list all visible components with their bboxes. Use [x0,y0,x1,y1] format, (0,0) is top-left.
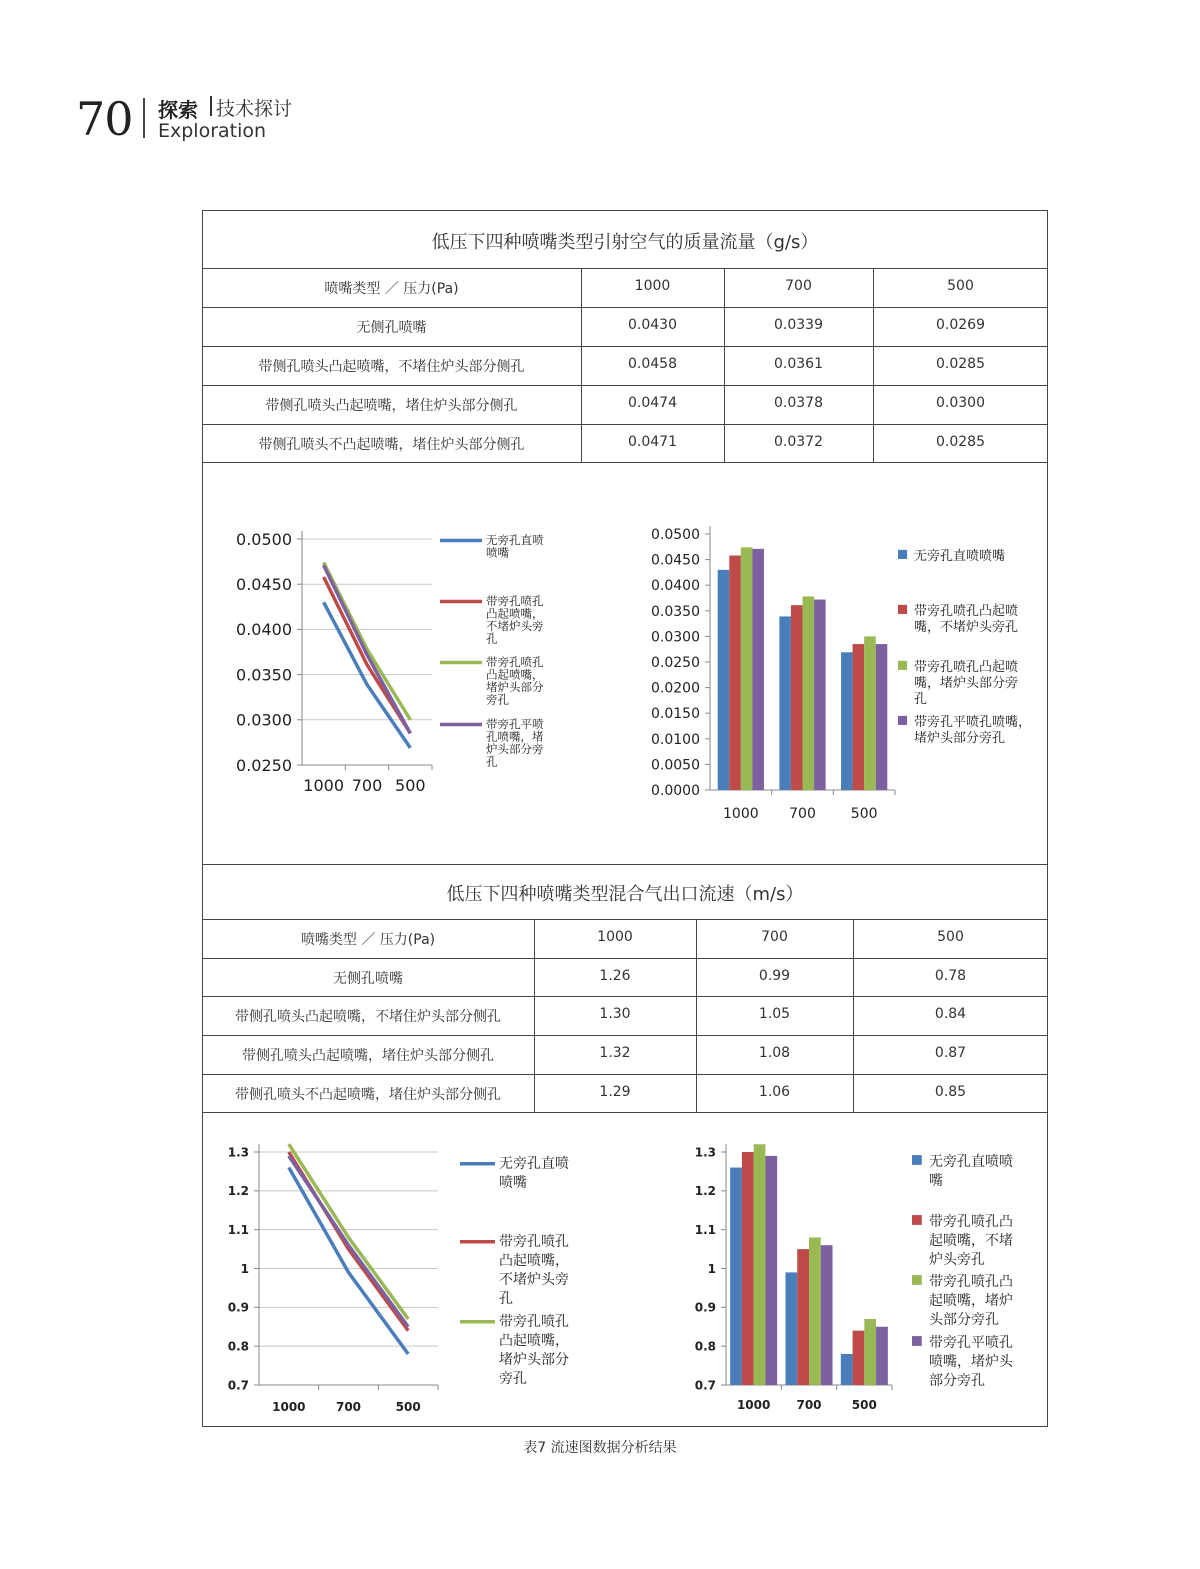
table-cell: 0.0339 [774,317,823,333]
table-header-cell: 喷嘴类型 ／ 压力(Pa) [300,932,436,948]
y-tick-label: 0.0050 [651,757,700,774]
table-cell: 带侧孔喷头凸起喷嘴，不堵住炉头部分侧孔 [235,1009,501,1025]
y-tick-label: 0.0100 [651,731,700,748]
table-cell: 0.0285 [936,434,985,450]
bar [853,644,865,790]
legend-label: 凸起喷嘴， [486,667,544,682]
y-tick-label: 0.9 [694,1300,716,1315]
section-subtitle: 技术探讨 [216,98,293,120]
table1-rule [202,268,1048,269]
legend-label: 无旁孔直喷 [486,533,544,547]
table-cell: 带侧孔喷头不凸起喷嘴，堵住炉头部分侧孔 [235,1087,501,1103]
y-tick-label: 1 [707,1261,716,1276]
table2-title: 低压下四种喷嘴类型混合气出口流速（m/s） [446,884,804,905]
y-tick-label: 0.9 [227,1300,249,1315]
table-cell: 1.08 [758,1045,791,1061]
table-cell: 0.0372 [774,434,823,450]
legend-label: 堵炉头部分 [499,1352,569,1368]
y-tick-label: 0.0500 [651,527,700,544]
legend-label: 堵炉头部分 [486,680,544,694]
table1-rule [202,385,1048,386]
table-cell: 0.87 [934,1045,967,1061]
chart-velocity-line [210,1128,610,1423]
legend-label: 嘴，不堵炉头旁孔 [914,620,1019,635]
y-tick-label: 0.0400 [651,578,700,595]
series-line [324,563,411,720]
bar [876,1327,888,1385]
bar [741,547,753,790]
legend-key [912,1155,922,1165]
legend-label: 炉头旁孔 [929,1252,985,1268]
legend-label: 带旁孔喷孔凸起喷 [914,604,1019,619]
bar [785,1272,797,1385]
bar [779,616,791,790]
table-cell: 0.99 [758,968,791,984]
table-cell: 带侧孔喷头凸起喷嘴，堵住炉头部分侧孔 [265,398,518,414]
legend-key [898,716,907,725]
legend-label: 凸起喷嘴， [499,1253,569,1269]
bar [853,1331,865,1385]
header-divider [143,98,145,138]
legend-label: 带旁孔平喷 [486,717,544,731]
table-cell: 0.0285 [936,356,985,372]
legend-label: 部分旁孔 [929,1373,985,1389]
table-header-cell: 500 [937,929,964,945]
table-cell: 带侧孔喷头不凸起喷嘴，堵住炉头部分侧孔 [258,437,525,453]
legend-label: 不堵炉头旁 [486,619,544,633]
table-cell: 带侧孔喷头凸起喷嘴，不堵住炉头部分侧孔 [258,359,525,375]
bar [841,652,853,790]
chart-mass-flow-bar [630,515,1040,835]
legend-label: 带旁孔平喷孔 [929,1335,1013,1351]
legend-key [898,661,907,670]
bar [821,1245,833,1385]
table-cell: 0.0269 [936,317,985,333]
legend-label: 头部分旁孔 [929,1312,999,1328]
y-tick-label: 0.0450 [651,552,700,569]
bar [876,644,888,790]
page-number: 70 [76,92,133,146]
table-cell: 无侧孔喷嘴 [333,971,403,987]
y-tick-label: 0.8 [227,1339,249,1354]
legend-label: 旁孔 [499,1371,527,1387]
table1-title: 低压下四种喷嘴类型引射空气的质量流量（g/s） [431,232,819,253]
y-tick-label: 0.0250 [651,655,700,672]
x-tick-label: 1000 [303,776,345,795]
series-line [289,1156,408,1327]
table1-rule [202,424,1048,425]
legend-key [912,1215,922,1225]
table-cell: 0.78 [934,968,967,984]
legend-label: 不堵炉头旁 [499,1272,569,1288]
table2-rule [202,996,1048,997]
legend-label: 喷嘴 [499,1175,527,1191]
legend-key [898,605,907,614]
legend-label: 孔 [499,1291,513,1307]
legend-label: 无旁孔直喷喷 [929,1154,1013,1170]
bar [841,1354,853,1385]
bar [752,549,764,790]
legend-label: 带旁孔喷孔 [499,1234,569,1250]
x-tick-label: 500 [850,806,878,822]
table-header-cell: 700 [761,929,788,945]
legend-key [912,1336,922,1346]
table-cell: 0.84 [934,1006,967,1022]
bar [729,556,741,790]
legend-label: 堵炉头部分旁孔 [914,731,1006,746]
table-cell: 0.0458 [628,356,677,372]
bar [803,596,815,790]
table-header-cell: 500 [947,278,974,294]
y-tick-label: 0.0350 [236,665,292,685]
table1-rule [202,346,1048,347]
legend-label: 孔 [486,631,498,646]
table-cell: 1.05 [758,1006,791,1022]
legend-label: 带旁孔喷孔 [486,594,544,608]
table-cell: 1.29 [599,1084,631,1100]
table-cell: 1.30 [599,1006,631,1022]
legend-label: 嘴，堵炉头部分旁 [914,676,1019,691]
bar [864,1319,876,1385]
table-cell: 0.0474 [628,395,677,411]
legend-label: 凸起喷嘴， [499,1333,569,1349]
section-separator [210,96,212,116]
section-title-en: Exploration [158,120,267,142]
bar [814,600,826,790]
legend-label: 带旁孔喷孔凸起喷 [914,660,1019,675]
table-cell: 0.0361 [774,356,823,372]
section-title: 探索 [158,98,198,122]
legend-label: 嘴 [929,1173,943,1189]
y-tick-label: 1 [240,1261,249,1276]
table-cell: 无侧孔喷嘴 [356,320,427,336]
y-tick-label: 0.0400 [236,620,292,640]
legend-label: 凸起喷嘴， [486,606,544,621]
legend-label: 无旁孔直喷喷嘴 [914,549,1006,564]
y-tick-label: 1.2 [227,1184,249,1199]
table-header-cell: 1000 [634,278,671,294]
table2-rule [202,958,1048,959]
y-tick-label: 0.0250 [236,755,292,775]
chart-velocity-bar [680,1128,1040,1423]
x-tick-label: 500 [851,1398,877,1412]
table-cell: 0.85 [934,1084,967,1100]
legend-label: 旁孔 [486,692,509,707]
legend-label: 带旁孔喷孔凸 [929,1274,1013,1290]
y-tick-label: 1.1 [227,1222,249,1237]
legend-label: 带旁孔平喷孔喷嘴， [914,715,1032,730]
table-cell: 1.06 [758,1084,791,1100]
x-tick-label: 1000 [272,1400,306,1414]
bar [797,1249,809,1385]
bar [718,570,730,790]
y-tick-label: 0.8 [694,1339,716,1354]
legend-label: 带旁孔喷孔 [499,1314,569,1330]
x-tick-label: 500 [395,1400,421,1414]
y-tick-label: 0.0500 [236,529,292,549]
bar [809,1237,821,1385]
section-rule [202,864,1048,865]
table-header-cell: 700 [785,278,812,294]
table2-rule [202,1112,1048,1113]
table2-rule [202,1074,1048,1075]
y-tick-label: 1.2 [694,1184,716,1199]
table1-rule [202,307,1048,308]
series-line [289,1168,408,1354]
bar [864,636,876,790]
table-cell: 带侧孔喷头凸起喷嘴，堵住炉头部分侧孔 [242,1048,494,1064]
bar [765,1156,777,1385]
y-tick-label: 1.1 [694,1222,716,1237]
table-header-cell: 喷嘴类型 ／ 压力(Pa) [324,281,459,297]
figure-caption: 表7 流速图数据分析结果 [523,1440,677,1456]
x-tick-label: 700 [335,1400,362,1414]
legend-label: 炉头部分旁 [486,742,544,756]
table1-rule [202,462,1048,463]
y-tick-label: 1.3 [694,1145,716,1160]
y-tick-label: 0.0300 [236,710,292,730]
x-tick-label: 700 [351,776,383,795]
legend-label: 孔 [914,692,928,707]
legend-key [898,550,907,559]
y-tick-label: 0.0450 [236,574,292,594]
series-line [289,1144,408,1319]
y-tick-label: 0.0350 [651,603,700,620]
legend-label: 带旁孔喷孔凸 [929,1214,1013,1230]
y-tick-label: 1.3 [227,1145,249,1160]
table-cell: 0.0430 [628,317,677,333]
legend-label: 孔 [486,754,498,769]
legend-label: 带旁孔喷孔 [486,655,544,669]
x-tick-label: 700 [789,806,816,822]
y-tick-label: 0.0300 [651,629,700,646]
table2-rule [202,1035,1048,1036]
y-tick-label: 0.0200 [651,680,700,697]
table2-rule [202,919,1048,920]
table-header-cell: 1000 [597,929,633,945]
legend-label: 喷嘴 [486,545,509,560]
legend-label: 孔喷嘴，堵 [486,729,544,744]
y-tick-label: 0.7 [227,1378,249,1393]
y-tick-label: 0.0150 [651,706,700,723]
bar [730,1168,742,1385]
table-cell: 0.0300 [936,395,985,411]
legend-label: 喷嘴，堵炉头 [929,1354,1013,1370]
bar [791,605,803,790]
y-tick-label: 0.7 [694,1378,716,1393]
y-tick-label: 0.0000 [651,783,700,800]
legend-key [912,1275,922,1285]
bar [754,1144,766,1385]
table-cell: 1.26 [599,968,631,984]
x-tick-label: 1000 [736,1398,771,1412]
bar [742,1152,754,1385]
legend-label: 起喷嘴，堵炉 [929,1293,1013,1309]
x-tick-label: 1000 [723,806,759,822]
legend-label: 无旁孔直喷 [499,1156,569,1172]
x-tick-label: 500 [395,776,426,795]
x-tick-label: 700 [796,1398,822,1412]
legend-label: 起喷嘴，不堵 [929,1233,1013,1249]
table-cell: 0.0378 [774,395,823,411]
chart-mass-flow-line [210,515,585,815]
table-cell: 1.32 [599,1045,631,1061]
table-cell: 0.0471 [628,434,677,450]
